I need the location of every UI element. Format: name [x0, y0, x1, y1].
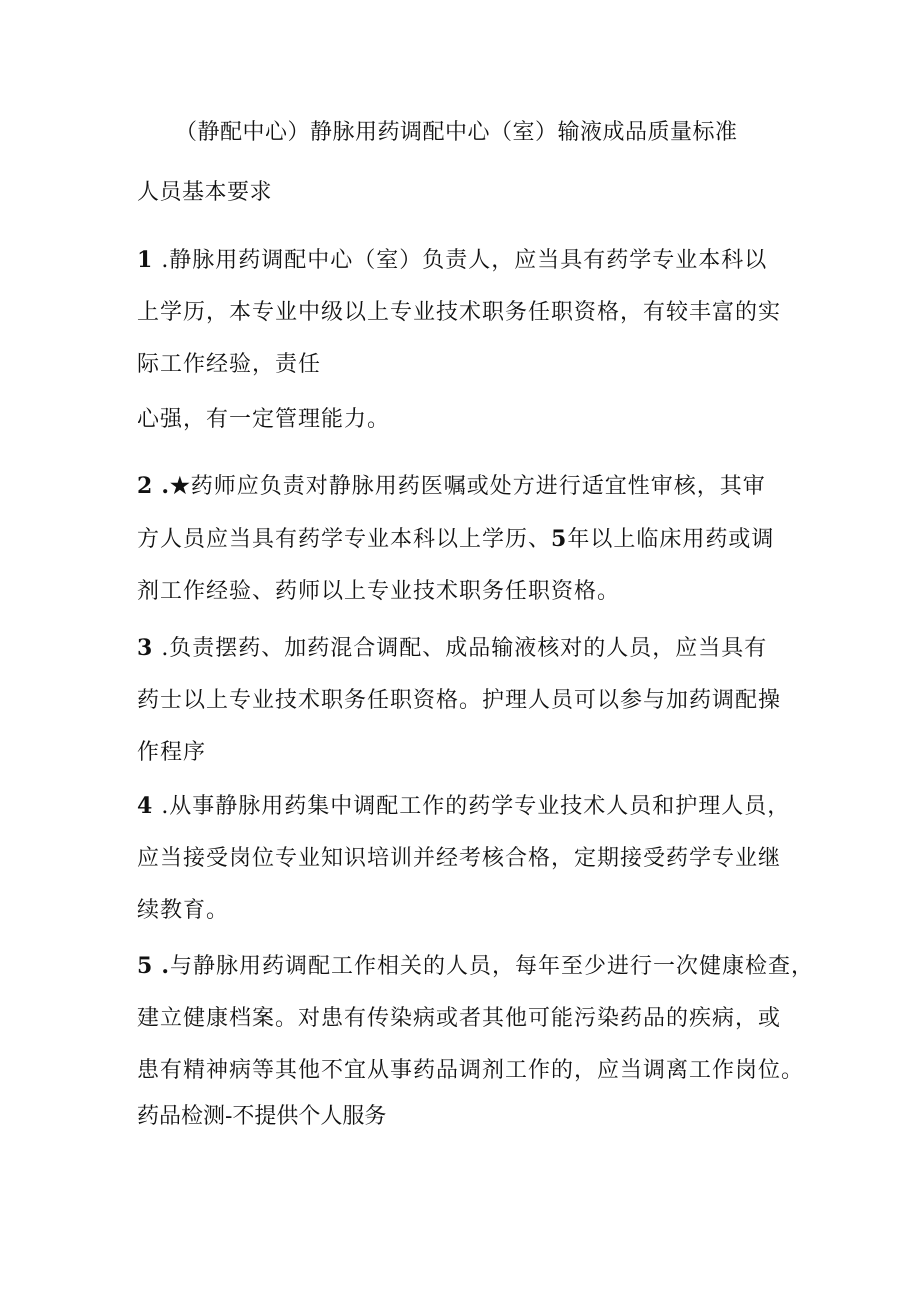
list-item-4-line-2: 应当接受岗位专业知识培训并经考核合格，定期接受药学专业继 [137, 846, 782, 871]
list-item-number: 5 [137, 953, 154, 979]
list-item-5-line-3: 患有精神病等其他不宜从事药品调剂工作的，应当调离工作岗位。 [137, 1058, 805, 1083]
list-item-5-line-2: 建立健康档案。对患有传染病或者其他可能污染药品的疾病，或 [137, 1006, 782, 1031]
inline-number: 5 [551, 526, 568, 552]
list-item-3 [137, 622, 797, 779]
footer-note: 药品检测-不提供个人服务 [137, 1104, 387, 1129]
list-item-1-continuation [137, 394, 797, 446]
list-item-4 [137, 780, 797, 937]
list-item-number: 2 [137, 473, 154, 499]
list-item-1-line-1: 1 .静脉用药调配中心（室）负责人，应当具有药学专业本科以 [137, 247, 768, 273]
list-item-2-line-2: 方人员应当具有药学专业本科以上学历、5年以上临床用药或调 [137, 526, 775, 552]
list-item-5-line-1: 5 .与静脉用药调配工作相关的人员，每年至少进行一次健康检查， [137, 953, 814, 979]
list-item-number: 1 [137, 247, 154, 273]
document-title: （静配中心）静脉用药调配中心（室）输液成品质量标准 [175, 120, 738, 145]
list-item-3-line-2: 药士以上专业技术职务任职资格。护理人员可以参与加药调配操 [137, 688, 782, 713]
list-item-1-continuation-line: 心强，有一定管理能力。 [137, 407, 391, 432]
section-heading: 人员基本要求 [137, 180, 273, 205]
list-item-1-line-2: 上学历，本专业中级以上专业技术职务任职资格，有较丰富的实 [137, 300, 782, 325]
list-item-1-line-3: 际工作经验，责任 [137, 352, 322, 377]
list-item-1 [137, 234, 797, 391]
list-item-2-line-3: 剂工作经验、药师以上专业技术职务任职资格。 [137, 579, 621, 604]
list-item-number: 3 [137, 635, 154, 661]
list-item-5 [137, 940, 814, 1097]
list-item-4-line-3: 续教育。 [137, 898, 230, 923]
list-item-3-line-3: 作程序 [137, 740, 207, 765]
list-item-2 [137, 460, 797, 618]
star-prefix: .★ [161, 473, 191, 499]
list-item-3-line-1: 3 .负责摆药、加药混合调配、成品输液核对的人员，应当具有 [137, 635, 768, 661]
list-item-4-line-1: 4 .从事静脉用药集中调配工作的药学专业技术人员和护理人员， [137, 793, 791, 819]
list-item-number: 4 [137, 793, 154, 819]
list-item-2-line-1: 2 .★药师应负责对静脉用药医嘱或处方进行适宜性审核，其审 [137, 473, 766, 499]
